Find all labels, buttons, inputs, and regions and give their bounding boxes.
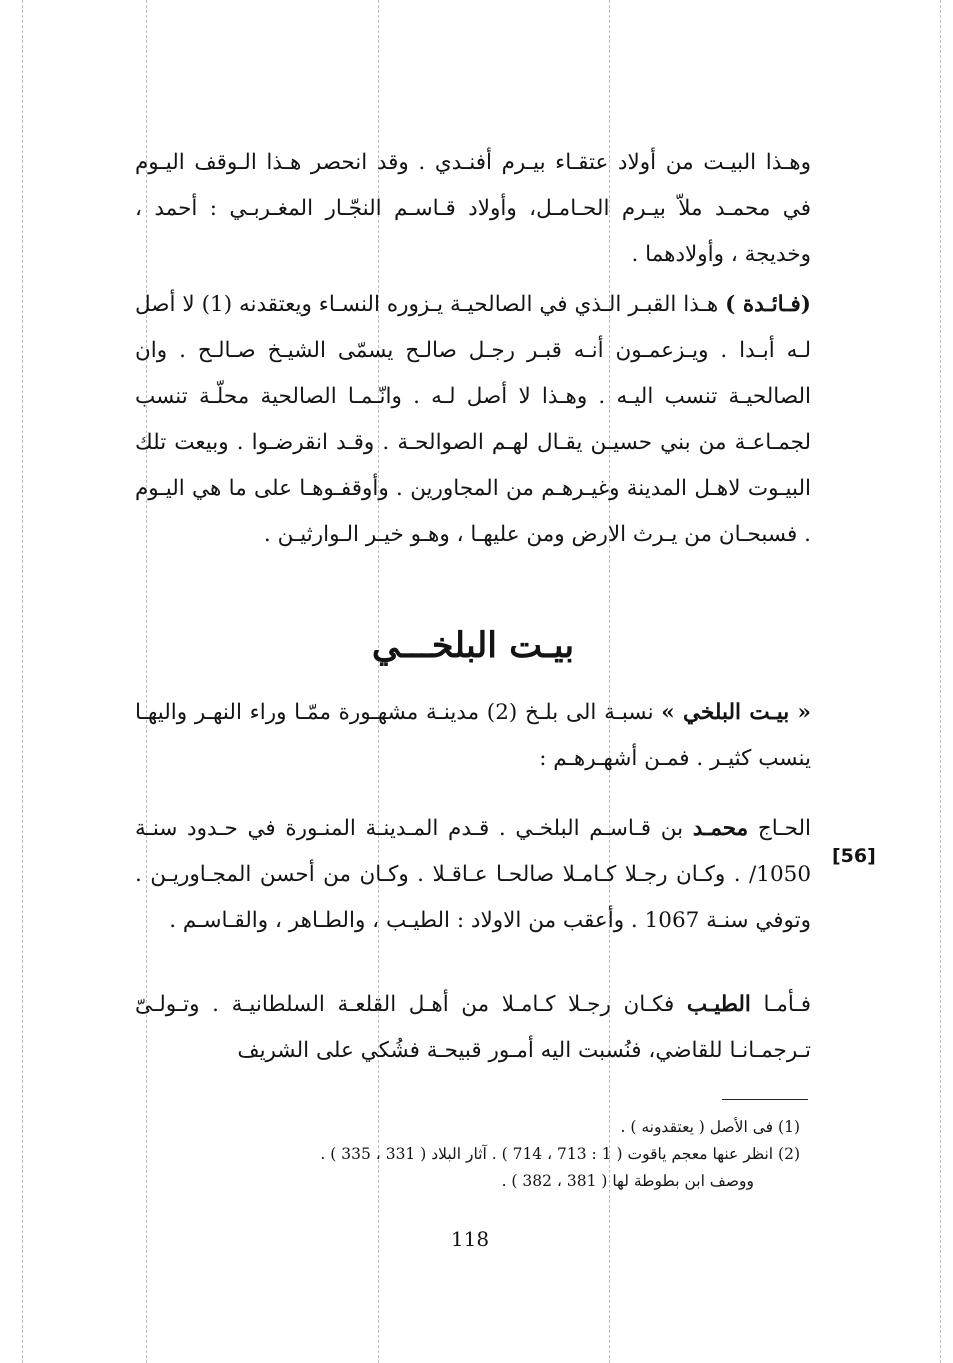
- page-number: 118: [450, 1227, 490, 1251]
- balkhi-intro-text: نسبـة الى بلـخ (2) مدينـة مشهـورة ممّـا وراء النهـر واليهـا ينسب كثيـر . فمـن أشهـرهـم :: [135, 700, 811, 771]
- tayyib-prefix: فـأمـا: [750, 992, 811, 1017]
- footnote-1: (1) فى الأصل ( يعتقدونه ) .: [620, 1118, 800, 1136]
- muhammad-name: محمـد: [692, 816, 749, 841]
- paragraph-tayyib: [135, 982, 811, 1074]
- muhammad-text: بن قـاسـم البلخـي . قـدم المـدينـة المنـورة في حـدود سنـة 1050/ . وكـان رجـلا كـامـلا صالحـا عـاقـلا . وكـان من أحسن المجـاوريـن . وتوفي سنـة 1067 . وأعقب من الاولاد : الطيـب ، والطـاهر ، والقـاسـم .: [135, 816, 811, 933]
- footnote-2-continued: ووصف ابن بطوطة لها ( 381 ، 382 ) .: [501, 1172, 754, 1190]
- footnotes: [140, 1114, 800, 1195]
- footnote-2: (2) انظر عنها معجم ياقوت ( 1 : 713 ، 714 ) . آثار البلاد ( 331 ، 335 ) .: [320, 1145, 800, 1163]
- muhammad-prefix: الحـاج: [748, 816, 811, 841]
- scan-guide-line: [22, 0, 23, 1363]
- tayyib-name: الطيـب: [686, 992, 751, 1017]
- paragraph-muhammad: [135, 806, 811, 944]
- paragraph-1: [135, 140, 811, 278]
- tayyib-text: فكـان رجـلا كـامـلا من أهـل القلعـة السلطانيـة . وتـولـىّ تـرجمـانـا للقاضي، فنُسبت اليه أمـور قبيحـة فشُكي على الشريف: [135, 992, 811, 1063]
- faida-text: هـذا القبـر الـذي في الصالحيـة يـزوره النسـاء ويعتقدنه (1) لا أصل لـه أبـدا . ويـزعمـون أنـه قبـر رجـل صالـح يسمّى الشيـخ صـالـح . وان الصالحيـة تنسب اليـه . وهـذا لا أصل لـه . وانّـمـا الصالحية محلّـة تنسب لجمـاعـة من بني حسيـن يقـال لهـم الصوالحـة . وقـد انقرضـوا . وبيعت تلك البيـوت لاهـل المدينة وغيـرهـم من المجاورين . وأوقفـوهـا على ما هي اليـوم . فسبحـان من يـرث الارض ومن عليهـا ، وهـو خيـر الـوارثيـن .: [135, 292, 811, 547]
- margin-page-marker: [56]: [832, 845, 876, 867]
- paragraph-balkhi-intro: [135, 690, 811, 782]
- paragraph-1-text: وهـذا البيـت من أولاد عتقـاء بيـرم أفنـدي . وقد انحصر هـذا الـوقف اليـوم في محمـد ملاّ بيـرم الحـامـل، وأولاد قـاسـم النجّـار المغـربـي : أحمد ، وخديجة ، وأولادهما .: [135, 150, 811, 267]
- footnote-separator: [722, 1099, 808, 1100]
- balkhi-label: « بيـت البلخي »: [661, 700, 811, 725]
- paragraph-faida: [135, 282, 811, 558]
- faida-label: (فـائـدة ): [725, 292, 811, 317]
- scan-guide-line: [940, 0, 941, 1363]
- section-heading: بيـت البلخـــي: [371, 625, 575, 666]
